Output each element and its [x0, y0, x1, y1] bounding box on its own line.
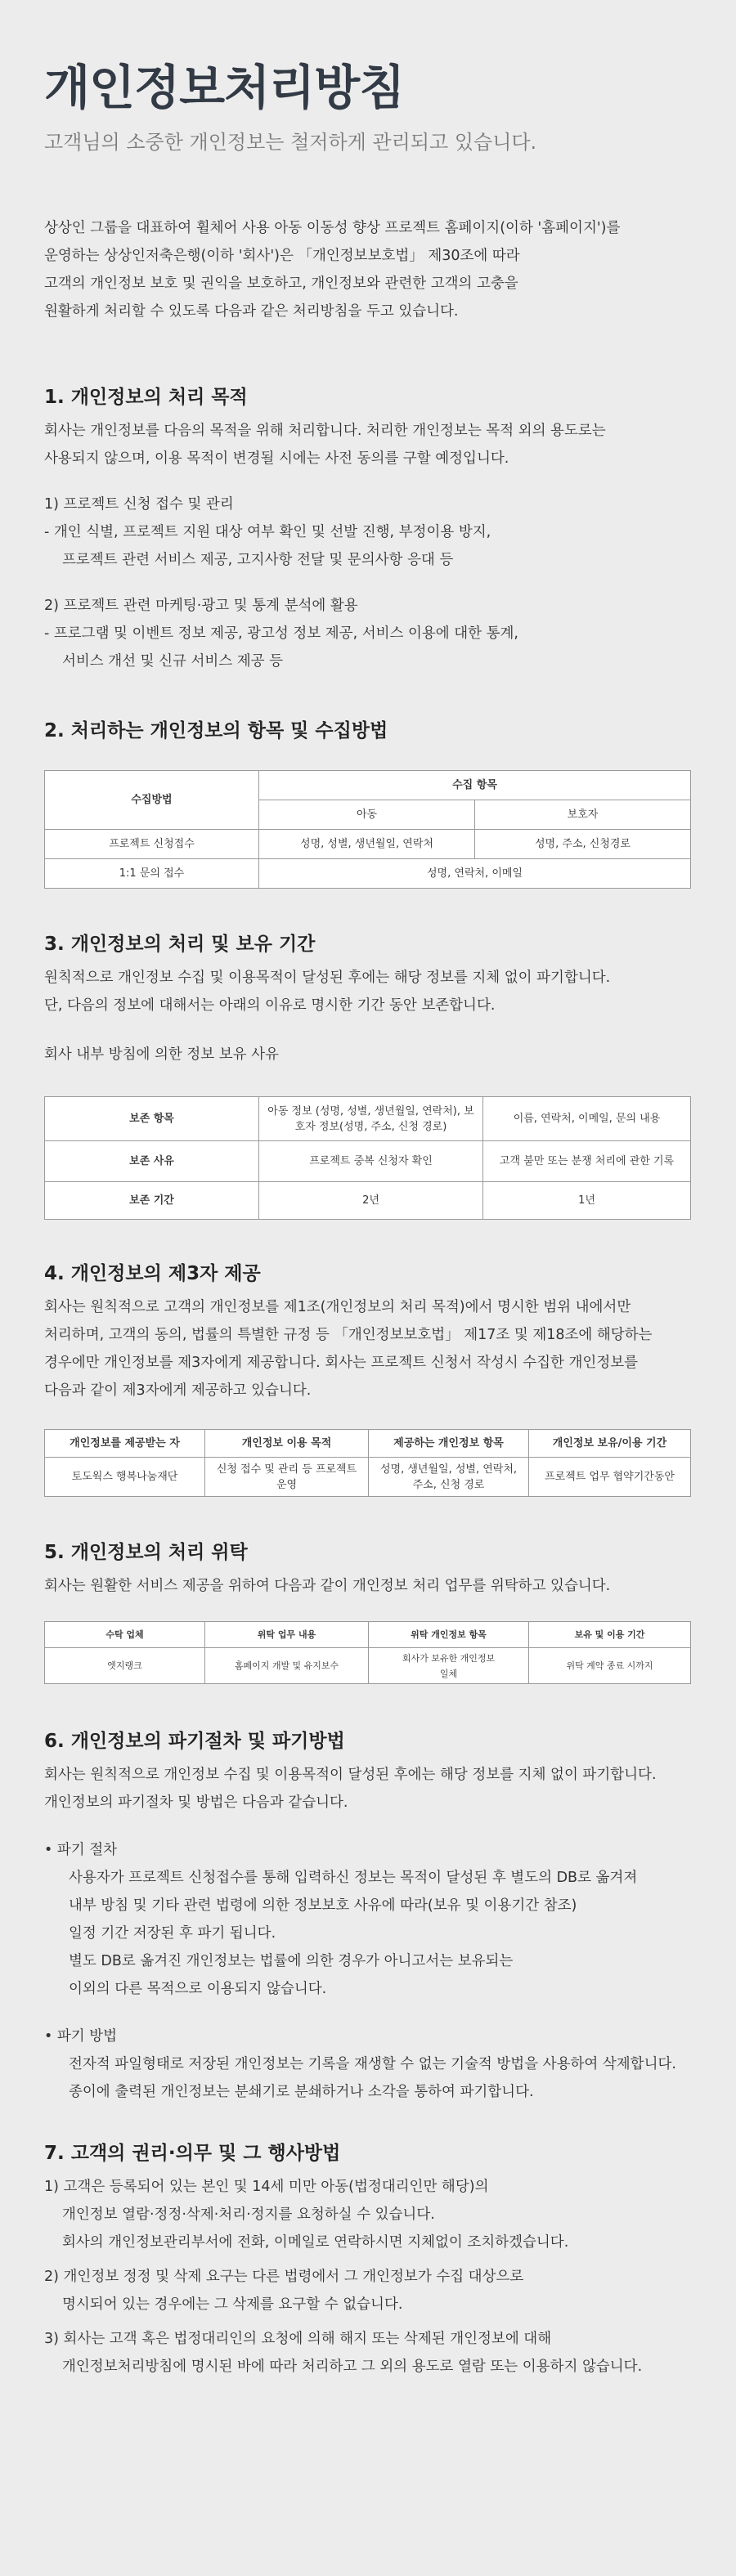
table-cell: 고객 불만 또는 분쟁 처리에 관한 기록	[483, 1141, 691, 1182]
table-header: 수탁 업체	[45, 1622, 205, 1648]
section-outsourcing	[44, 1538, 692, 1684]
section-heading: 5. 개인정보의 처리 위탁	[44, 1542, 248, 1563]
section-heading: 7. 고객의 권리·의무 및 그 행사방법	[44, 2143, 341, 2164]
body-line: 3) 회사는 고객 혹은 법정대리인의 요청에 의해 해지 또는 삭제된 개인정보에 대해	[44, 2331, 552, 2347]
body-line: 서비스 개선 및 신규 서비스 제공 등	[62, 653, 284, 670]
body-line: 단, 다음의 정보에 대해서는 아래의 이유로 명시한 기간 동안 보존합니다.	[44, 997, 496, 1014]
section-customer-rights	[44, 2139, 692, 2381]
body-line: 경우에만 개인정보를 제3자에게 제공합니다. 회사는 프로젝트 신청서 작성시 수집한 개인정보를	[44, 1355, 639, 1371]
body-line: 회사는 원활한 서비스 제공을 위하여 다음과 같이 개인정보 처리 업무를 위탁하고 있습니다.	[44, 1578, 611, 1594]
table-header: 위탁 개인정보 항목	[369, 1622, 529, 1648]
table-cell: 프로젝트 업무 협약기간동안	[529, 1458, 691, 1497]
section-retention	[44, 930, 692, 1220]
section-heading: 2. 처리하는 개인정보의 항목 및 수집방법	[44, 720, 388, 741]
body-line: 회사는 개인정보를 다음의 목적을 위해 처리합니다. 처리한 개인정보는 목적 외의 용도로는	[44, 423, 606, 439]
body-line: 개인정보처리방침에 명시된 바에 따라 처리하고 그 외의 용도로 열람 또는 이용하지 않습니다.	[62, 2359, 643, 2375]
retention-table	[44, 1096, 691, 1220]
body-line: 내부 방침 및 기타 관련 법령에 의한 정보보호 사유에 따라(보유 및 이용기간 참조)	[69, 1897, 577, 1914]
table-cell: 이름, 연락처, 이메일, 문의 내용	[483, 1097, 691, 1141]
purpose-item-title: 2) 프로젝트 관련 마케팅·광고 및 통계 분석에 활용	[44, 598, 358, 614]
body-line: 종이에 출력된 개인정보는 분쇄기로 분쇄하거나 소각을 통하여 파기합니다.	[69, 2084, 534, 2100]
body-line: 회사는 원칙적으로 개인정보 수집 및 이용목적이 달성된 후에는 해당 정보를 지체 없이 파기합니다.	[44, 1767, 657, 1783]
intro-paragraph	[44, 214, 692, 325]
section-purpose	[44, 383, 692, 675]
section-collection-items	[44, 716, 692, 889]
table-cell: 엣지랭크	[45, 1648, 205, 1684]
body-line: 다음과 같이 제3자에게 제공하고 있습니다.	[44, 1382, 312, 1399]
table-cell: 아동 정보 (성명, 성별, 생년월일, 연락처), 보호자 정보(성명, 주소, 신청 경로)	[259, 1097, 483, 1141]
body-line: 원칙적으로 개인정보 수집 및 이용목적이 달성된 후에는 해당 정보를 지체 없이 파기합니다.	[44, 970, 611, 986]
third-party-table	[44, 1429, 691, 1497]
section-heading: 1. 개인정보의 처리 목적	[44, 387, 248, 408]
section-third-party	[44, 1259, 692, 1497]
body-line: 개인정보 열람·정정·삭제·처리·정지를 요청하실 수 있습니다.	[62, 2206, 435, 2223]
body-line: 2) 개인정보 정정 및 삭제 요구는 다른 법령에서 그 개인정보가 수집 대상으로	[44, 2269, 524, 2285]
table-header: 보호자	[475, 800, 691, 830]
body-line: 전자적 파일형태로 저장된 개인정보는 기록을 재생할 수 없는 기술적 방법을 사용하여 삭제합니다.	[69, 2056, 676, 2072]
body-line: 회사의 개인정보관리부서에 전화, 이메일로 연락하시면 지체없이 조치하겠습니다.	[62, 2234, 569, 2251]
retention-subheading: 회사 내부 방침에 의한 정보 보유 사유	[44, 1046, 279, 1063]
destruction-method-title: • 파기 방법	[44, 2028, 118, 2045]
table-header: 아동	[259, 800, 475, 830]
table-header: 보존 항목	[45, 1097, 259, 1141]
body-line: 이외의 다른 목적으로 이용되지 않습니다.	[69, 1981, 327, 1997]
table-cell: 토도웍스 행복나눔재단	[45, 1458, 205, 1497]
table-cell: 성명, 성별, 생년월일, 연락처	[259, 830, 475, 859]
table-cell: 홈페이지 개발 및 유지보수	[205, 1648, 369, 1684]
table-header: 보유 및 이용 기간	[529, 1622, 691, 1648]
table-cell: 성명, 생년월일, 성별, 연락처, 주소, 신청 경로	[369, 1458, 529, 1497]
body-line: 명시되어 있는 경우에는 그 삭제를 요구할 수 없습니다.	[62, 2296, 403, 2313]
body-line: 일정 기간 저장된 후 파기 됩니다.	[69, 1925, 276, 1942]
page-title: 개인정보처리방침	[44, 60, 405, 115]
table-cell: 성명, 연락처, 이메일	[259, 859, 691, 889]
intro-line: 고객의 개인정보 보호 및 권익을 보호하고, 개인정보와 관련한 고객의 고충을	[44, 276, 518, 292]
intro-line: 원활하게 처리할 수 있도록 다음과 같은 처리방침을 두고 있습니다.	[44, 303, 459, 320]
body-line: - 프로그램 및 이벤트 정보 제공, 광고성 정보 제공, 서비스 이용에 대한 통계,	[44, 625, 518, 642]
table-cell: 2년	[259, 1182, 483, 1220]
table-cell: 회사가 보유한 개인정보 일체	[369, 1648, 529, 1684]
table-cell: 위탁 계약 종료 시까지	[529, 1648, 691, 1684]
purpose-item-title: 1) 프로젝트 신청 접수 및 관리	[44, 496, 234, 513]
body-line: 사용자가 프로젝트 신청접수를 통해 입력하신 정보는 목적이 달성된 후 별도의 DB로 옮겨져	[69, 1870, 638, 1886]
collection-items-table	[44, 770, 691, 889]
body-line: 1) 고객은 등록되어 있는 본인 및 14세 미만 아동(법정대리인만 해당)의	[44, 2179, 489, 2195]
body-line: 회사는 원칙적으로 고객의 개인정보를 제1조(개인정보의 처리 목적)에서 명시한 범위 내에서만	[44, 1299, 631, 1315]
table-cell: 성명, 주소, 신청경로	[475, 830, 691, 859]
body-line: 프로젝트 관련 서비스 제공, 고지사항 전달 및 문의사항 응대 등	[62, 552, 454, 568]
section-destruction	[44, 1727, 692, 2106]
table-header: 보존 기간	[45, 1182, 259, 1220]
table-header: 개인정보 이용 목적	[205, 1430, 369, 1458]
section-heading: 3. 개인정보의 처리 및 보유 기간	[44, 934, 316, 955]
page-subtitle: 고객님의 소중한 개인정보는 철저하게 관리되고 있습니다.	[44, 131, 537, 154]
table-header: 수집 항목	[259, 771, 691, 800]
table-cell: 프로젝트 신청접수	[45, 830, 259, 859]
body-line: 처리하며, 고객의 동의, 법률의 특별한 규정 등 「개인정보보호법」 제17조 및 제18조에 해당하는	[44, 1327, 653, 1343]
intro-line: 운영하는 상상인저축은행(이하 '회사')은 「개인정보보호법」 제30조에 따라	[44, 248, 520, 264]
table-header: 위탁 업무 내용	[205, 1622, 369, 1648]
body-line: 별도 DB로 옮겨진 개인정보는 법률에 의한 경우가 아니고서는 보유되는	[69, 1953, 514, 1969]
intro-line: 상상인 그룹을 대표하여 휠체어 사용 아동 이동성 향상 프로젝트 홈페이지(이하 '홈페이지')를	[44, 220, 621, 236]
body-line: - 개인 식별, 프로젝트 지원 대상 여부 확인 및 선발 진행, 부정이용 방지,	[44, 524, 491, 540]
body-line: 사용되지 않으며, 이용 목적이 변경될 시에는 사전 동의를 구할 예정입니다.	[44, 450, 509, 467]
table-header: 개인정보를 제공받는 자	[45, 1430, 205, 1458]
outsourcing-table	[44, 1621, 691, 1684]
table-cell: 1년	[483, 1182, 691, 1220]
table-header: 보존 사유	[45, 1141, 259, 1182]
body-line: 개인정보의 파기절차 및 방법은 다음과 같습니다.	[44, 1794, 348, 1811]
table-header: 개인정보 보유/이용 기간	[529, 1430, 691, 1458]
section-heading: 6. 개인정보의 파기절차 및 파기방법	[44, 1731, 345, 1752]
table-cell: 1:1 문의 접수	[45, 859, 259, 889]
table-header: 수집방법	[45, 771, 259, 830]
destruction-procedure-title: • 파기 절차	[44, 1842, 118, 1858]
table-cell: 프로젝트 중복 신청자 확인	[259, 1141, 483, 1182]
section-heading: 4. 개인정보의 제3자 제공	[44, 1263, 261, 1284]
table-header: 제공하는 개인정보 항목	[369, 1430, 529, 1458]
table-cell: 신청 접수 및 관리 등 프로젝트 운영	[205, 1458, 369, 1497]
